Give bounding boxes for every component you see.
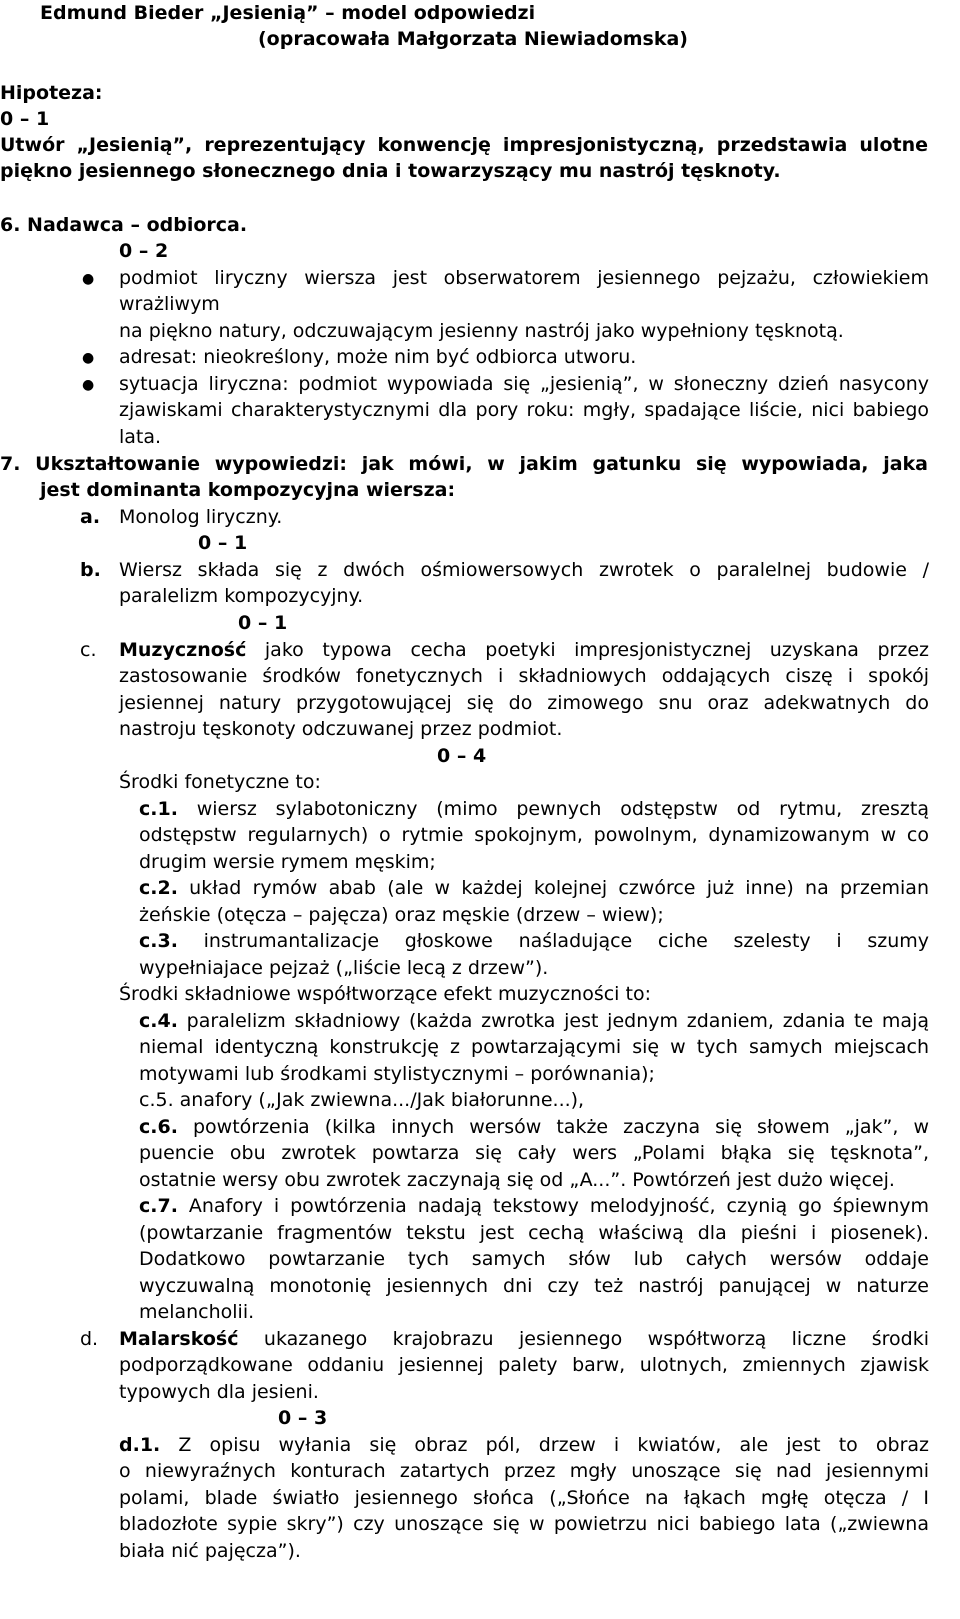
item-c-line-1: [119, 637, 929, 664]
d1-line-4: bladozłote sypie skry”) czy unoszące się w powietrzu nici babiego lata („zwiewna: [119, 1513, 929, 1535]
section-6-bullet-2-line-1: adresat: nieokreślony, może nim być odbiorca utworu.: [119, 346, 637, 368]
item-b-marker: b.: [80, 559, 101, 581]
c2-line-2: żeńskie (otęcza – pajęcza) oraz męskie (drzew – wiew);: [139, 904, 664, 926]
c7-line-1: [139, 1193, 929, 1220]
document-title: Edmund Bieder „Jesienią” – model odpowiedzi: [40, 2, 536, 24]
item-a-text: Monolog liryczny.: [119, 506, 283, 528]
c7-line-3: Dodatkowo powtarzanie tych samych słów lub całych wersów oddaje: [139, 1248, 929, 1270]
syntactic-heading-rest: współtworzące efekt muzyczności to:: [290, 983, 651, 1005]
d1-line-3: polami, blade światło jesiennego słońca („Słońce na łąkach mgłę otęcza / I: [119, 1487, 929, 1509]
section-6-heading: 6. Nadawca – odbiorca.: [0, 214, 248, 236]
c4-line-1-text: paralelizm składniowy (każda zwrotka jest jednym zdaniem, zdania te mają: [177, 1010, 929, 1032]
d1-line-1-text: Z opisu wyłania się obraz pól, drzew i kwiatów, ale jest to obraz: [160, 1434, 929, 1456]
phonetic-heading-rest: to:: [289, 771, 321, 793]
c4-line-2: niemal identyczną konstrukcję z powtarzającymi się w tych samych miejscach: [139, 1036, 929, 1058]
c6-line-1-text: powtórzenia (kilka innych wersów także zaczyna się słowem „jak”, w: [177, 1116, 929, 1138]
section-6-bullet-3-line-1: sytuacja liryczna: podmiot wypowiada się „jesienią”, w słoneczny dzień nasycony: [119, 373, 929, 395]
c7-line-2: (powtarzanie fragmentów tekstu jest cechą właściwą dla pieśni i piosenek).: [139, 1222, 929, 1244]
phonetic-heading-bold: Środki fonetyczne: [119, 771, 290, 793]
item-c-line-4: nastroju tęskonoty odczuwanej przez podmiot.: [119, 718, 563, 740]
d1-line-2: o niewyraźnych konturach zatartych przez mgły unoszące się nad jesiennymi: [119, 1460, 929, 1482]
c6-line-1: [139, 1114, 929, 1141]
c3-line-2: wypełniajace pejzaż („liście lecą z drzew”).: [139, 957, 549, 979]
hypothesis-line-1: Utwór „Jesienią”, reprezentujący konwencję impresjonistyczną, przedstawia ulotne: [0, 134, 928, 156]
item-d-line-1-rest: ukazanego krajobrazu jesiennego współtworzą liczne środki: [238, 1328, 929, 1350]
item-c-line-1-rest: jako typowa cecha poetyki impresjonistycznej uzyskana przez: [246, 639, 929, 661]
section-7-heading-line-1: 7. Ukształtowanie wypowiedzi: jak mówi, w jakim gatunku się wypowiada, jaka: [0, 453, 928, 475]
c7-line-5: melancholii.: [139, 1301, 255, 1323]
item-d-score: 0 – 3: [278, 1407, 328, 1429]
c5-line-1: [139, 1087, 584, 1114]
item-d-line-2: podporządkowane oddaniu jesiennej palety barw, ulotnych, zmiennych zjawisk: [119, 1354, 929, 1376]
c6-line-3: ostatnie wersy obu zwrotek zaczynają się od „A...”. Powtórzeń jest dużo więcej.: [139, 1169, 895, 1191]
d1-line-5: biała nić pajęcza”).: [119, 1540, 301, 1562]
section-6-bullet-1-line-2: wrażliwym: [119, 293, 220, 315]
c2-line-1: [139, 875, 929, 902]
c6-marker: c.6.: [139, 1116, 178, 1138]
item-a-score: 0 – 1: [198, 532, 248, 554]
item-c-marker: c.: [80, 639, 97, 661]
c6-line-2: puencie obu zwrotek powtarza się cały wers „Polami błąka się tęsknota”,: [139, 1142, 929, 1164]
bullet-dot-icon: ●: [82, 377, 95, 393]
c4-marker: c.4.: [139, 1010, 178, 1032]
item-a-marker: a.: [80, 506, 101, 528]
c7-line-1-text: Anafory i powtórzenia nadają tekstowy melodyjność, czynią go śpiewnym: [177, 1195, 929, 1217]
syntactic-heading: [119, 981, 651, 1008]
item-c-score: 0 – 4: [437, 745, 487, 767]
item-b-line-2: paralelizm kompozycyjny.: [119, 585, 364, 607]
item-d-keyword: Malarskość: [119, 1328, 239, 1350]
c4-line-1: [139, 1008, 929, 1035]
item-d-marker: d.: [80, 1328, 99, 1350]
phonetic-heading: [119, 769, 321, 796]
syntactic-heading-bold: Środki składniowe: [119, 983, 291, 1005]
c1-line-1-text: wiersz sylabotoniczny (mimo pewnych odstępstw od rytmu, zresztą: [177, 798, 929, 820]
c1-line-2: odstępstw regularnych) o rytmie spokojnym, powolnym, dynamizowanym w co: [139, 824, 929, 846]
item-c-line-3: jesiennej natury przygotowującej się do zimowego snu oraz adekwatnych do: [119, 692, 929, 714]
item-b-line-1: Wiersz składa się z dwóch ośmiowersowych zwrotek o paralelnej budowie /: [119, 559, 929, 581]
c1-line-1: [139, 796, 929, 823]
hypothesis-score: 0 – 1: [0, 108, 50, 130]
c2-line-1-text: układ rymów abab (ale w każdej kolejnej czwórce już inne) na przemian: [177, 877, 929, 899]
c1-marker: c.1.: [139, 798, 178, 820]
c4-line-3: motywami lub środkami stylistycznymi – porównania);: [139, 1063, 655, 1085]
c3-marker: c.3.: [139, 930, 178, 952]
section-6-bullet-3-line-3: lata.: [119, 426, 162, 448]
section-6-bullet-3-line-2: zjawiskami charakterystycznymi dla pory roku: mgły, spadające liście, nici babiego: [119, 399, 929, 421]
bullet-dot-icon: ●: [82, 350, 95, 366]
section-6-bullet-1-line-1: podmiot liryczny wiersza jest obserwatorem jesiennego pejzażu, człowiekiem: [119, 267, 929, 289]
c5-line-1-text: anafory („Jak zwiewna.../Jak białorunne...),: [173, 1089, 585, 1111]
c1-line-3: drugim wersie rymem męskim;: [139, 851, 436, 873]
c7-marker: c.7.: [139, 1195, 178, 1217]
document-author: (opracowała Małgorzata Niewiadomska): [258, 28, 688, 50]
c3-line-1-text: instrumantalizacje głoskowe naśladujące ciche szelesty i szumy: [177, 930, 929, 952]
c7-line-4: wyczuwalną monotonię jesiennych dni czy też nastrój panującej w naturze: [139, 1275, 929, 1297]
d1-line-1: [119, 1432, 929, 1459]
item-c-keyword: Muzyczność: [119, 639, 247, 661]
hypothesis-line-2: piękno jesiennego słonecznego dnia i towarzyszący mu nastrój tęsknoty.: [0, 160, 781, 182]
c2-marker: c.2.: [139, 877, 178, 899]
item-d-line-1: [119, 1326, 929, 1353]
item-b-score: 0 – 1: [238, 612, 288, 634]
item-c-line-2: zastosowanie środków fonetycznych i składniowych oddających ciszę i spokój: [119, 665, 929, 687]
section-7-heading-line-2: jest dominanta kompozycyjna wiersza:: [40, 479, 456, 501]
c3-line-1: [139, 928, 929, 955]
section-6-bullet-1-line-3: na piękno natury, odczuwającym jesienny nastrój jako wypełniony tęsknotą.: [119, 320, 844, 342]
d1-marker: d.1.: [119, 1434, 161, 1456]
hypothesis-heading: Hipoteza:: [0, 82, 103, 104]
item-d-line-3: typowych dla jesieni.: [119, 1381, 319, 1403]
section-6-score: 0 – 2: [119, 240, 169, 262]
bullet-dot-icon: ●: [82, 271, 95, 287]
c5-marker: c.5.: [139, 1089, 174, 1111]
